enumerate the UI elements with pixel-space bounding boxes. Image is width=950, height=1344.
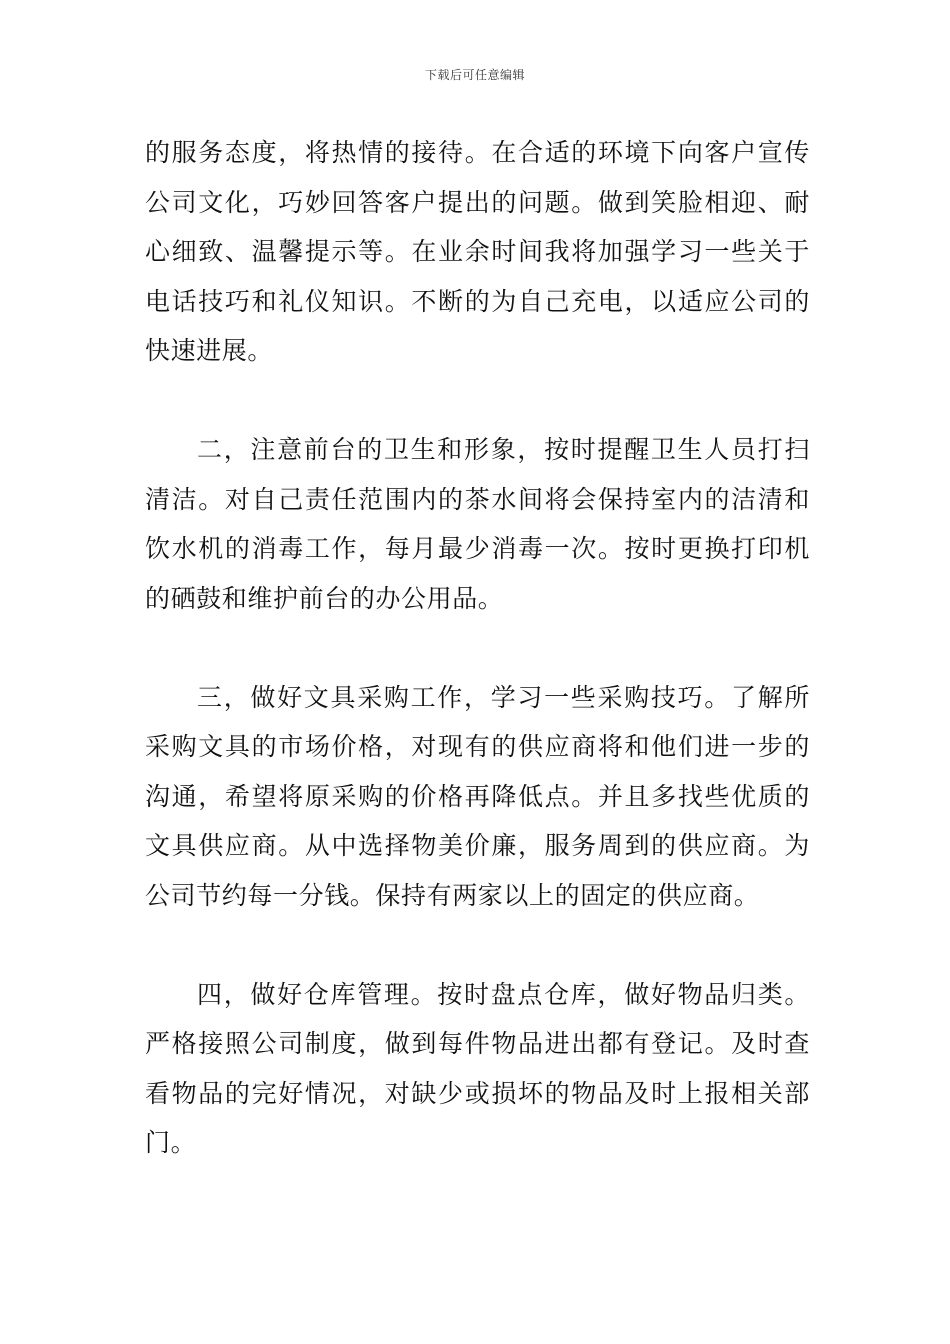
document-body [145, 128, 810, 1168]
paragraph-item-3: 三，做好文具采购工作，学习一些采购技巧。了解所采购文具的市场价格，对现有的供应商将和他们进一步的沟通，希望将原采购的价格再降低点。并且多找些优质的文具供应商。从中选择物美价廉，服务周到的供应商。为公司节约每一分钱。保持有两家以上的固定的供应商。 [145, 682, 810, 910]
paragraph-item-4: 四，做好仓库管理。按时盘点仓库，做好物品归类。严格接照公司制度，做到每件物品进出都有登记。及时查看物品的完好情况，对缺少或损坏的物品及时上报相关部门。 [145, 979, 810, 1157]
paragraph-item-2: 二，注意前台的卫生和形象，按时提醒卫生人员打扫清洁。对自己责任范围内的茶水间将会保持室内的洁清和饮水机的消毒工作，每月最少消毒一次。按时更换打印机的硒鼓和维护前台的办公用品。 [145, 435, 810, 613]
page-header: 下载后可任意编辑 [424, 68, 525, 82]
paragraph-continuation: 的服务态度，将热情的接待。在合适的环境下向客户宣传公司文化，巧妙回答客户提出的问题。做到笑脸相迎、耐心细致、温馨提示等。在业余时间我将加强学习一些关于电话技巧和礼仪知识。不断的为自己充电，以适应公司的快速进展。 [145, 138, 810, 365]
